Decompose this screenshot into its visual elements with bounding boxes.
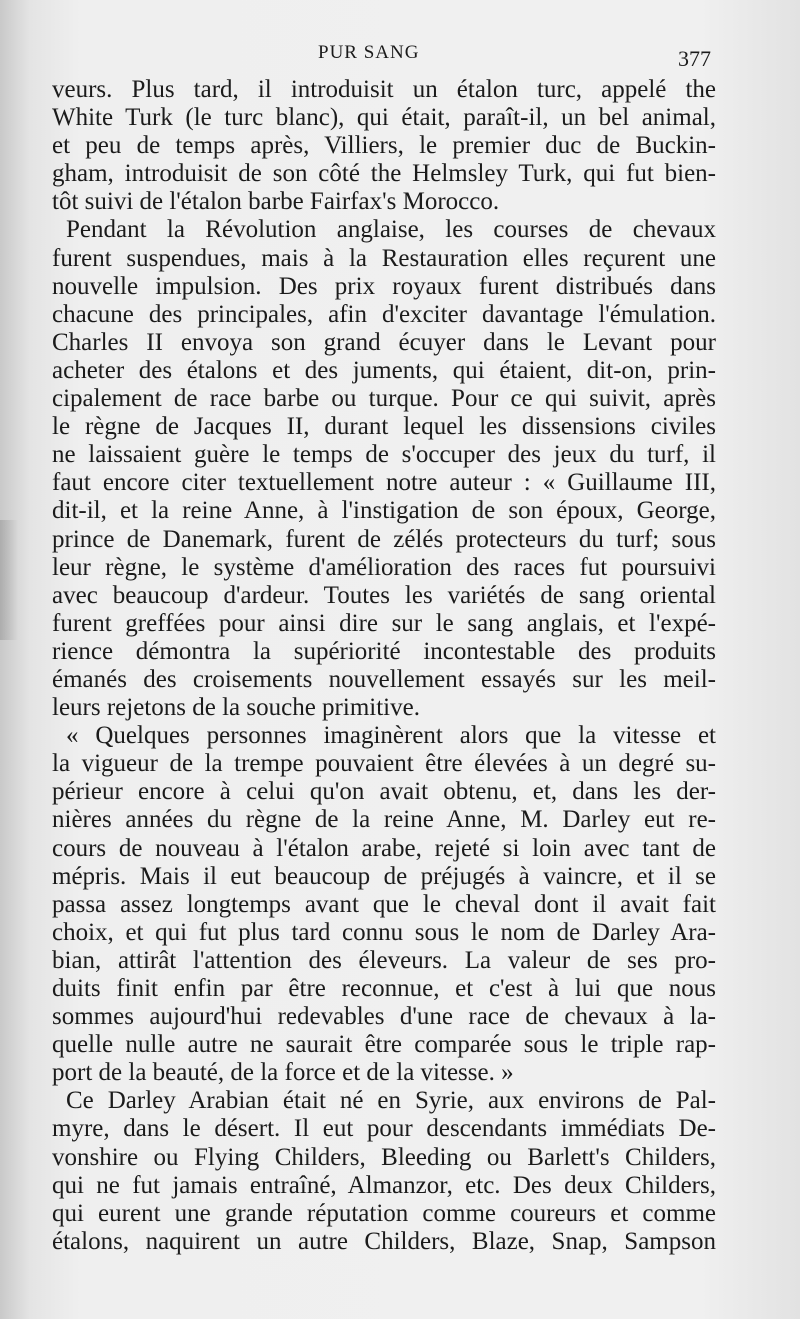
text-line: prince de Danemark, furent de zélés protecteurs du turf; sous (52, 525, 716, 553)
text-line: furent suspendues, mais à la Restauration elles reçurent une (52, 244, 716, 272)
text-line: Charles II envoya son grand écuyer dans le Levant pour (52, 328, 716, 356)
text-line: la vigueur de la trempe pouvaient être élevées à un degré su- (52, 750, 716, 778)
text-line: qui eurent une grande réputation comme coureurs et comme (52, 1199, 716, 1227)
text-line: cours de nouveau à l'étalon arabe, rejeté si loin avec tant de (52, 834, 716, 862)
text-line: le règne de Jacques II, durant lequel les dissensions civiles (52, 413, 716, 441)
text-line: gham, introduisit de son côté the Helmsley Turk, qui fut bien- (52, 160, 716, 188)
text-line: acheter des étalons et des juments, qui étaient, dit-on, prin- (52, 356, 716, 384)
text-line: « Quelques personnes imaginèrent alors que la vitesse et (66, 722, 716, 750)
text-line: bian, attirât l'attention des éleveurs. La valeur de ses pro- (52, 946, 716, 974)
text-line: port de la beauté, de la force et de la vitesse. » (52, 1059, 514, 1087)
text-line: rience démontra la supériorité incontestable des produits (52, 637, 716, 665)
page-header (0, 42, 800, 72)
text-line: chacune des principales, afin d'exciter davantage l'émulation. (52, 300, 716, 328)
text-line: veurs. Plus tard, il introduisit un étalon turc, appelé the (52, 76, 716, 103)
text-line: émanés des croisements nouvellement essayés sur les meil- (52, 665, 716, 693)
body-text (52, 76, 716, 1256)
text-line: sommes aujourd'hui redevables d'une race de chevaux à la- (52, 1003, 716, 1031)
text-line: mépris. Mais il eut beaucoup de préjugés à vaincre, et il se (52, 862, 716, 890)
text-line: dit-il, et la reine Anne, à l'instigation de son époux, George, (52, 497, 716, 525)
text-line: quelle nulle autre ne saurait être comparée sous le triple rap- (52, 1031, 716, 1059)
text-line: choix, et qui fut plus tard connu sous le nom de Darley Ara- (52, 918, 716, 946)
page-number: 377 (678, 46, 711, 71)
text-line: Ce Darley Arabian était né en Syrie, aux environs de Pal- (66, 1087, 716, 1115)
text-line: périeur encore à celui qu'on avait obtenu, et, dans les der- (52, 778, 716, 806)
text-line: qui ne fut jamais entraîné, Almanzor, etc. Des deux Childers, (52, 1171, 716, 1199)
text-line: passa assez longtemps avant que le cheval dont il avait fait (52, 890, 716, 918)
running-title: PUR SANG (318, 42, 420, 63)
text-line: et peu de temps après, Villiers, le premier duc de Buckin- (52, 132, 716, 160)
text-line: cipalement de race barbe ou turque. Pour ce qui suivit, après (52, 385, 716, 413)
text-line: nières années du règne de la reine Anne, M. Darley eut re- (52, 806, 716, 834)
text-line: myre, dans le désert. Il eut pour descendants immédiats De- (52, 1115, 716, 1143)
text-line: ne laissaient guère le temps de s'occuper des jeux du turf, il (52, 441, 716, 469)
text-line: faut encore citer textuellement notre auteur : « Guillaume III, (52, 469, 716, 497)
text-line: tôt suivi de l'étalon barbe Fairfax's Morocco. (52, 188, 500, 216)
text-line: avec beaucoup d'ardeur. Toutes les variétés de sang oriental (52, 581, 716, 609)
text-line: Pendant la Révolution anglaise, les courses de chevaux (66, 216, 716, 244)
text-line: vonshire ou Flying Childers, Bleeding ou Barlett's Childers, (52, 1143, 716, 1171)
text-line: étalons, naquirent un autre Childers, Blaze, Snap, Sampson (52, 1227, 716, 1255)
text-line: nouvelle impulsion. Des prix royaux furent distribués dans (52, 272, 716, 300)
text-line: leur règne, le système d'amélioration des races fut poursuivi (52, 553, 716, 581)
page-crease (0, 520, 18, 640)
text-line: leurs rejetons de la souche primitive. (52, 694, 420, 722)
text-line: furent greffées pour ainsi dire sur le sang anglais, et l'expé- (52, 609, 716, 637)
text-line: duits finit enfin par être reconnue, et c'est à lui que nous (52, 975, 716, 1002)
text-line: White Turk (le turc blanc), qui était, paraît-il, un bel animal, (52, 104, 716, 132)
